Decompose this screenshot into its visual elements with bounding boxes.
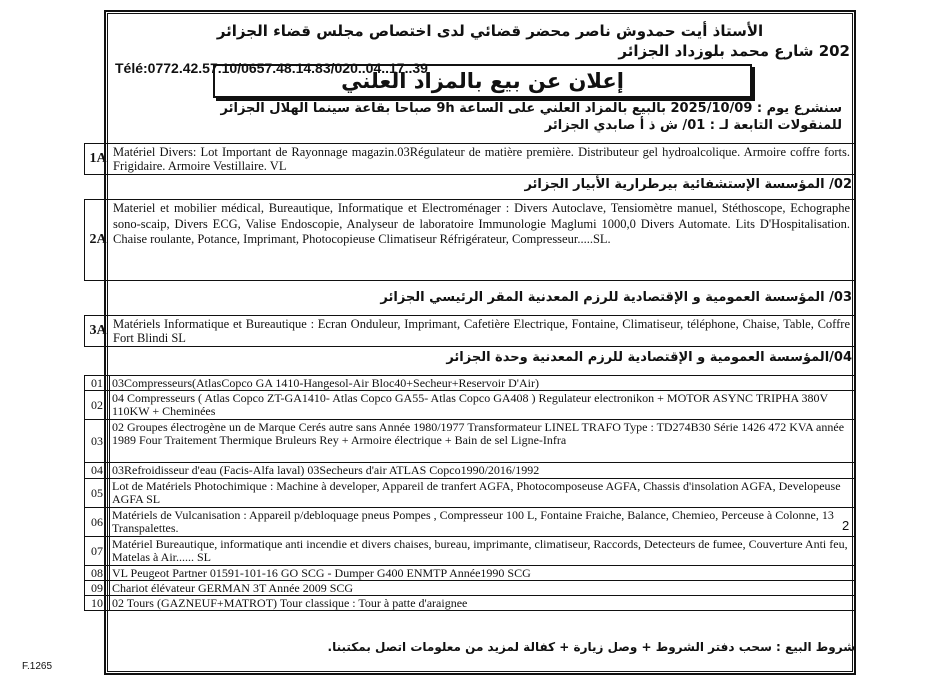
sale-conditions: شروط البيع : سحب دفتر الشروط + وصل زيارة + كفالة لمزيد من معلومات اتصل بمكتبنا. [327,640,855,654]
table-row: 02 04 Compresseurs ( Atlas Copco ZT-GA1410- Atlas Copco GA55- Atlas Copco GA408 ) Regulateur electronikon + MOTOR ASYNC TRIPHA 380V 110KW + Cheminées [85,391,854,420]
lot-description: Matériels Informatique et Bureautique : Ecran Onduleur, Imprimant, Cafetière Electrique, Fontaine, Climatiseur, téléphone, Chaise, Table, Coffre Fort Blindi SL [113,317,850,345]
lot-number: 2A [89,232,107,247]
notice-title: إعلان عن بيع بالمزاد العلني [213,64,752,98]
table-row: 05 Lot de Matériels Photochimique : Machine à developer, Appareil de tranfert AGFA, Photocomposeuse AGFA, Chassis d'insolation AGFA, Developeuse AGFA SL [85,479,854,508]
table-row: 08 VL Peugeot Partner 01591-101-16 GO SCG - Dumper G400 ENMTP Année1990 SCG [85,566,854,581]
lot-number: 3A [89,323,107,338]
section-3-title: 03/ المؤسسة العمومية و الإقتصادية للرزم المعدنية المقر الرئيسي الجزائر [380,290,852,305]
side-mark: 2 [842,518,850,533]
lot-description: Matériel Divers: Lot Important de Rayonnage magazin.03Régulateur de matière première. Distributeur gel hydroalcolique. Armoire coffre forts. Frigidaire. Armoire Vestillaire. VL [113,145,850,173]
bailiff-address: 202 شارع محمد بلوزداد الجزائر [618,42,850,60]
lot-1a-box [84,143,855,175]
lot-2a-box [84,199,855,281]
lot-number: 1A [89,151,107,166]
table-row: 09 Chariot élévateur GERMAN 3T Année 2009 SCG [85,581,854,596]
table-row: 03 02 Groupes électrogène un de Marque Cerés autre sans Année 1980/1977 Transformateur LINEL TRAFO Type : TD274B30 Série 1426 472 KVA année 1989 Four Traitement Thermique Bruleurs Rey + Armoire électrique + Bain de sel Ligne-Infra [85,420,854,463]
bailiff-name: الأستاذ أيت حمدوش ناصر محضر قضائي لدى اختصاص مجلس قضاء الجزائر [216,22,764,40]
reference-number: F.1265 [22,661,53,672]
lot-description: Materiel et mobilier médical, Bureautique, Informatique et Electroménager : Divers Autoclave, Tensiomètre manuel, Stéthoscope, Echographe sono-scaip, Divers ECG, Valise Endoscopie, Analyseur de laboratoire Immunologie Maglumi 1000,0 Divers Automate. Lits D'Hospitalisation. Chaise roulante, Potance, Imprimant, Photocopieuse Climatiseur Réfrigérateur, Compresseur.....SL. [113,201,850,246]
section-4-title: 04/المؤسسة العمومية و الإقتصادية للرزم المعدنية وحدة الجزائر [446,350,852,365]
table-row: 04 03Refroidisseur d'eau (Facis-Alfa laval) 03Secheurs d'air ATLAS Copco1990/2016/1992 [85,463,854,479]
lot-3a-box [84,315,855,347]
intro-line-2: للمنقولات التابعة لـ : 01/ ش ذ أ صابدي الجزائر [544,118,842,133]
section-2-title: 02/ المؤسسة الإستشفائية بيرطرارية الأبيار الجزائر [524,177,852,192]
bailiff-phone: Télé:0772.42.57.10/0657.48.14.83/020..04..17..39 [115,60,428,76]
table-row: 10 02 Tours (GAZNEUF+MATROT) Tour classique : Tour à patte d'araignee [85,596,854,610]
lots-table [84,375,855,611]
intro-line-1: سنشرع يوم : 2025/10/09 بالبيع بالمزاد العلني على الساعة 9h صباحا بقاعة سينما الهلال الجزائر [220,101,842,116]
table-row: 06 Matériels de Vulcanisation : Appareil p/debloquage pneus Pompes , Compresseur 100 L, Fontaine Fraiche, Balance, Chemieo, Perceuse à Colonne, 13 Transpalettes. [85,508,854,537]
table-row: 07 Matériel Bureautique, informatique anti incendie et divers chaises, bureau, imprimante, climatiseur, Raccords, Detecteurs de fumee, Couverture Anti feu, Matelas à Air...... SL [85,537,854,566]
table-row: 01 03Compresseurs(AtlasCopco GA 1410-Hangesol-Air Bloc40+Secheur+Reservoir D'Air) [85,376,854,391]
